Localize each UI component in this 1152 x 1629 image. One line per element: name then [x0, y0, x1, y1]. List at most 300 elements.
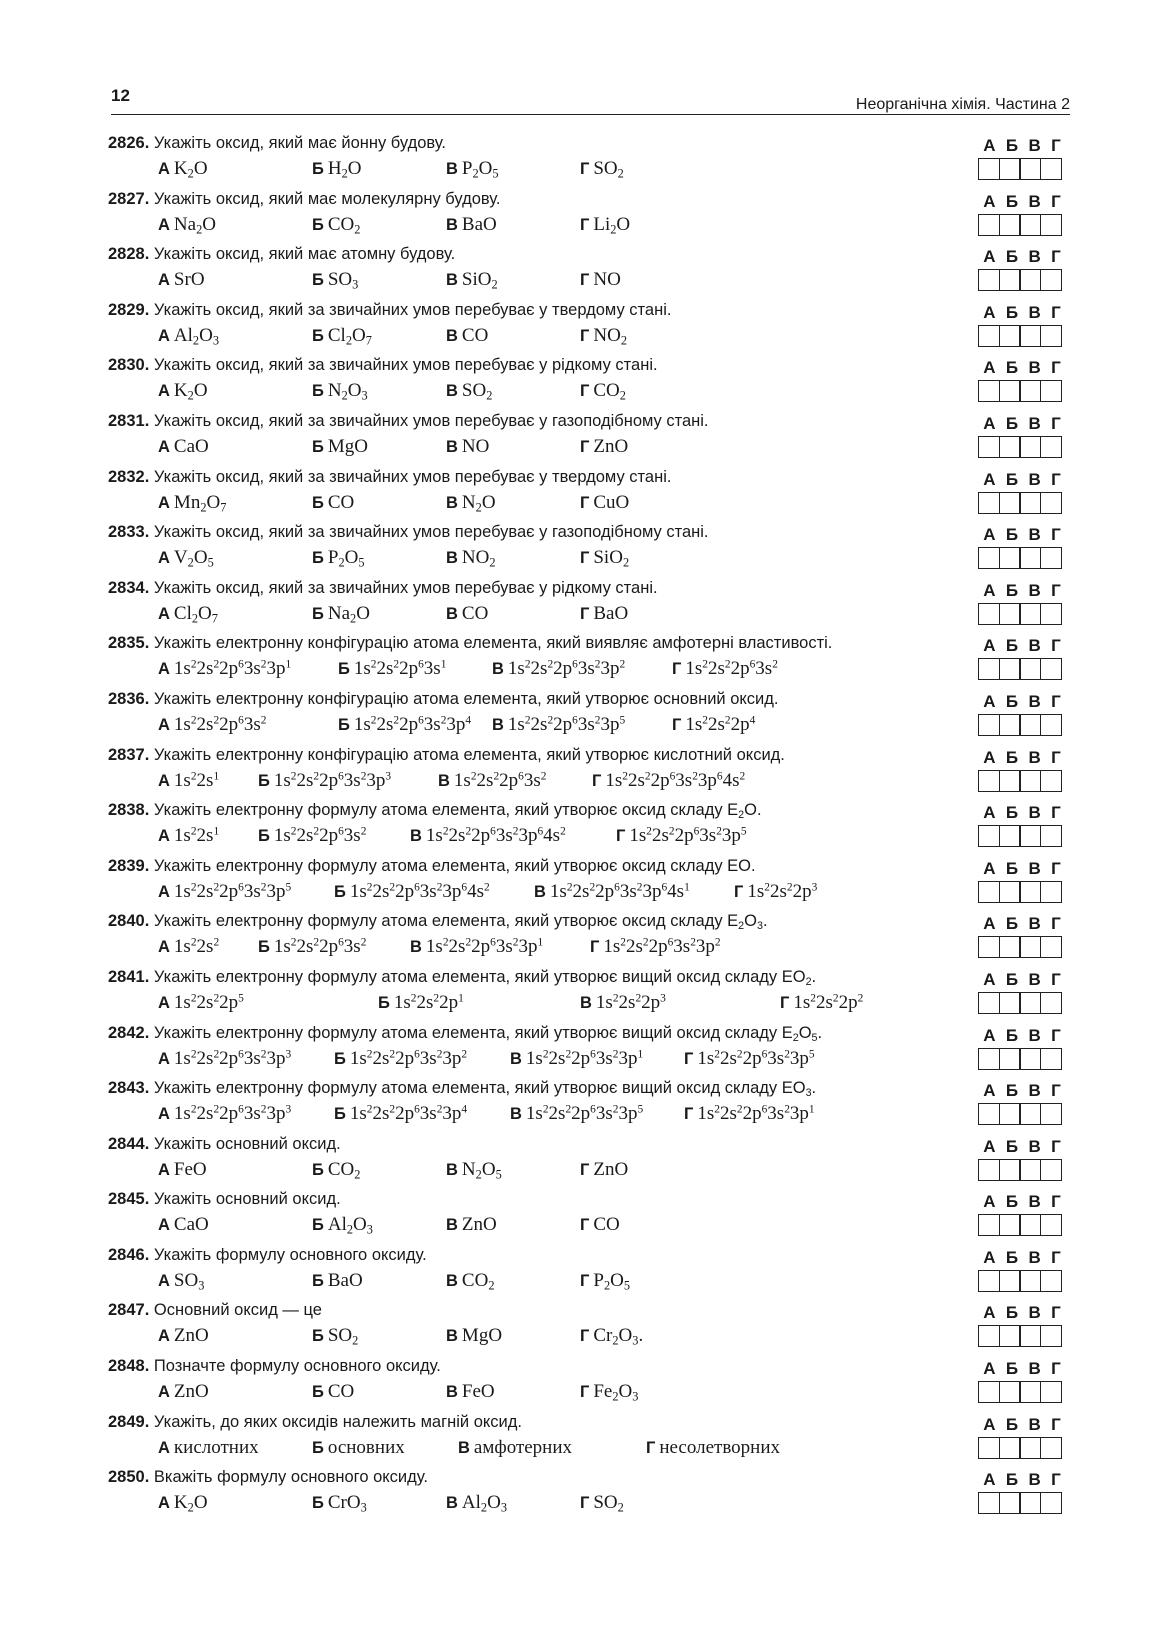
option-value: $Fe_2O_3$ — [593, 1381, 639, 1404]
option-value: $1s^22s^22p^63s^23p^5$ — [525, 1103, 644, 1125]
option-value: $1s^22s^1$ — [173, 769, 220, 791]
answer-options — [158, 1492, 928, 1518]
answer-checkbox[interactable] — [978, 1492, 1000, 1514]
answer-options — [158, 770, 928, 796]
answer-options — [158, 603, 928, 629]
answer-checkbox[interactable] — [1019, 603, 1041, 625]
option-a — [158, 603, 218, 625]
answer-checkbox[interactable] — [1019, 714, 1041, 736]
answer-letter: А — [983, 858, 996, 878]
answer-letter: А — [983, 247, 996, 267]
question-text: Основний оксид — це — [149, 1301, 322, 1320]
answer-options — [158, 825, 928, 851]
answer-letter: В — [1028, 858, 1041, 878]
option-letter: Б — [312, 1216, 324, 1235]
option-value: $H_2O$ — [327, 158, 362, 181]
answer-boxes — [978, 492, 1070, 514]
answer-checkbox[interactable] — [1019, 325, 1041, 347]
option-v — [446, 1214, 497, 1236]
answer-letter: В — [1028, 1303, 1041, 1323]
question-text: Укажіть оксид, який за звичайних умов перебуває у рідкому стані. — [149, 356, 658, 375]
answer-letter: А — [983, 636, 996, 656]
option-a — [158, 1048, 291, 1070]
answer-options — [158, 881, 928, 907]
answer-grid-letters — [978, 414, 1066, 434]
answer-letter: Б — [1005, 1192, 1019, 1212]
option-letter: Б — [312, 1271, 324, 1290]
answer-checkbox[interactable] — [1040, 1437, 1062, 1459]
answer-checkbox[interactable] — [1019, 1103, 1041, 1125]
answer-checkbox[interactable] — [999, 158, 1021, 180]
answer-checkbox[interactable] — [999, 380, 1021, 402]
answer-checkbox[interactable] — [999, 1159, 1021, 1181]
option-letter: Г — [646, 1438, 656, 1457]
answer-checkbox[interactable] — [999, 547, 1021, 569]
answer-letter: Б — [1005, 1081, 1019, 1101]
option-letter: Г — [590, 938, 600, 957]
answer-checkbox[interactable] — [978, 492, 1000, 514]
answer-checkbox[interactable] — [1040, 1325, 1062, 1347]
option-value: амфотерних — [473, 1436, 573, 1458]
option-value: основних — [327, 1436, 405, 1458]
answer-checkbox[interactable] — [978, 603, 1000, 625]
answer-letter: Б — [1005, 1247, 1019, 1267]
option-g — [580, 325, 627, 347]
option-value: $Cl_2O_7$ — [173, 602, 218, 626]
answer-checkbox[interactable] — [1019, 547, 1041, 569]
answer-grid — [978, 1026, 1070, 1070]
option-v — [446, 1270, 495, 1292]
answer-checkbox[interactable] — [1040, 658, 1062, 680]
answer-letter: А — [983, 413, 996, 433]
question-number: 2845. — [108, 1190, 150, 1209]
answer-checkbox[interactable] — [1040, 1270, 1062, 1292]
answer-checkbox[interactable] — [999, 603, 1021, 625]
answer-checkbox[interactable] — [978, 714, 1000, 736]
answer-checkbox[interactable] — [1019, 1325, 1041, 1347]
answer-checkbox[interactable] — [1019, 214, 1041, 236]
option-g — [672, 658, 778, 680]
answer-checkbox[interactable] — [999, 770, 1021, 792]
answer-checkbox[interactable] — [1019, 825, 1041, 847]
answer-checkbox[interactable] — [999, 1437, 1021, 1459]
answer-checkbox[interactable] — [999, 1270, 1021, 1292]
question-text: Позначте формулу основного оксиду. — [149, 1357, 441, 1376]
option-a — [158, 1270, 204, 1292]
answer-grid-letters — [978, 1470, 1066, 1490]
option-value: CaO — [173, 435, 209, 457]
option-a — [158, 380, 208, 402]
option-letter: Б — [312, 604, 324, 623]
answer-boxes — [978, 1437, 1070, 1459]
answer-letter: А — [983, 469, 996, 489]
option-v — [446, 603, 488, 625]
option-letter: А — [158, 1160, 170, 1179]
answer-checkbox[interactable] — [1019, 992, 1041, 1014]
answer-letter: Б — [1005, 580, 1019, 600]
answer-boxes — [978, 825, 1070, 847]
answer-checkbox[interactable] — [999, 658, 1021, 680]
option-letter: В — [446, 1327, 458, 1346]
option-a — [158, 1381, 209, 1403]
answer-checkbox[interactable] — [978, 936, 1000, 958]
answer-checkbox[interactable] — [999, 214, 1021, 236]
answer-grid-letters — [978, 358, 1066, 378]
option-v — [446, 269, 498, 291]
answer-checkbox[interactable] — [1040, 825, 1062, 847]
answer-checkbox[interactable] — [978, 1214, 1000, 1236]
answer-checkbox[interactable] — [1019, 1159, 1041, 1181]
option-g — [684, 1103, 815, 1125]
option-letter: А — [158, 604, 170, 623]
answer-options — [158, 214, 928, 240]
option-g — [580, 158, 624, 180]
answer-letter: А — [983, 914, 996, 934]
answer-grid-letters — [978, 1303, 1066, 1323]
answer-grid-letters — [978, 1137, 1066, 1157]
option-v — [534, 881, 690, 903]
option-letter: А — [158, 771, 170, 790]
option-b — [312, 325, 372, 347]
answer-options — [158, 714, 928, 740]
answer-boxes — [978, 380, 1070, 402]
answer-boxes — [978, 1381, 1070, 1403]
option-letter: В — [446, 382, 458, 401]
answer-checkbox[interactable] — [999, 1048, 1021, 1070]
question-text: Укажіть формулу основного оксиду. — [149, 1245, 427, 1264]
option-g — [580, 1492, 624, 1514]
answer-grid-letters — [978, 1081, 1066, 1101]
question-stem — [108, 356, 658, 375]
answer-letter: В — [1028, 580, 1041, 600]
question-item — [108, 468, 1070, 524]
option-b — [312, 492, 354, 514]
answer-checkbox[interactable] — [1040, 492, 1062, 514]
option-value: ZnO — [593, 1158, 629, 1180]
answer-grid — [978, 1081, 1070, 1125]
answer-checkbox[interactable] — [1019, 436, 1041, 458]
answer-letter: Г — [1051, 691, 1061, 711]
answer-checkbox[interactable] — [978, 881, 1000, 903]
option-letter: Г — [580, 437, 590, 456]
answer-letter: Г — [1051, 1247, 1061, 1267]
answer-letter: Б — [1005, 469, 1019, 489]
option-b — [334, 1048, 467, 1070]
answer-checkbox[interactable] — [1019, 269, 1041, 291]
answer-boxes — [978, 658, 1070, 680]
option-g — [580, 214, 630, 236]
answer-checkbox[interactable] — [999, 1492, 1021, 1514]
option-letter: А — [158, 993, 170, 1012]
question-stem — [108, 1468, 428, 1487]
question-stem — [108, 523, 709, 542]
option-value: $SO_2$ — [593, 1492, 624, 1515]
option-b — [312, 1214, 373, 1236]
answer-letter: Б — [1005, 747, 1019, 767]
answer-letter: А — [983, 969, 996, 989]
answer-checkbox[interactable] — [978, 269, 1000, 291]
question-number: 2839. — [108, 856, 150, 875]
answer-checkbox[interactable] — [978, 325, 1000, 347]
answer-checkbox[interactable] — [978, 770, 1000, 792]
answer-checkbox[interactable] — [1040, 936, 1062, 958]
option-letter: Б — [258, 938, 270, 957]
answer-letter: В — [1028, 413, 1041, 433]
answer-checkbox[interactable] — [1040, 325, 1062, 347]
option-letter: В — [410, 938, 422, 957]
option-b — [312, 214, 360, 236]
answer-grid — [978, 1248, 1070, 1292]
question-text: Укажіть оксид, який за звичайних умов перебуває у твердому стані. — [149, 467, 672, 486]
option-value: CuO — [593, 491, 630, 513]
answer-checkbox[interactable] — [999, 1325, 1021, 1347]
answer-letter: В — [1028, 1136, 1041, 1156]
answer-checkbox[interactable] — [999, 825, 1021, 847]
answer-checkbox[interactable] — [999, 269, 1021, 291]
answer-letter: Б — [1005, 969, 1019, 989]
answer-checkbox[interactable] — [978, 1270, 1000, 1292]
answer-checkbox[interactable] — [1019, 881, 1041, 903]
option-letter: Б — [334, 1049, 346, 1068]
option-letter: А — [158, 1216, 170, 1235]
answer-checkbox[interactable] — [999, 992, 1021, 1014]
answer-checkbox[interactable] — [1040, 214, 1062, 236]
option-value: $1s^22s^22p^63s^23p^3$ — [173, 1047, 292, 1069]
answer-options — [158, 158, 928, 184]
answer-letter: А — [983, 302, 996, 322]
answer-checkbox[interactable] — [1019, 658, 1041, 680]
answer-checkbox[interactable] — [1040, 269, 1062, 291]
answer-checkbox[interactable] — [978, 214, 1000, 236]
answer-letter: Г — [1051, 1025, 1061, 1045]
answer-checkbox[interactable] — [978, 380, 1000, 402]
answer-checkbox[interactable] — [978, 1325, 1000, 1347]
option-value: $SO_2$ — [593, 158, 624, 181]
answer-checkbox[interactable] — [1040, 1381, 1062, 1403]
question-text: Укажіть оксид, який за звичайних умов перебуває у рідкому стані. — [149, 578, 658, 597]
option-value: $SO_2$ — [327, 1325, 359, 1349]
answer-boxes — [978, 1325, 1070, 1347]
option-letter: В — [510, 1049, 522, 1068]
answer-checkbox[interactable] — [1019, 1381, 1041, 1403]
option-letter: В — [492, 715, 504, 734]
option-value: $1s^22s^22p^63s^23p^4$ — [349, 1103, 468, 1125]
option-letter: А — [158, 493, 170, 512]
answer-checkbox[interactable] — [1040, 1214, 1062, 1236]
answer-checkbox[interactable] — [978, 1437, 1000, 1459]
answer-checkbox[interactable] — [1019, 1270, 1041, 1292]
option-g — [580, 1325, 643, 1347]
answer-checkbox[interactable] — [1040, 603, 1062, 625]
answer-checkbox[interactable] — [999, 325, 1021, 347]
option-v — [510, 1103, 643, 1125]
question-text: Укажіть основний оксид. — [149, 1190, 341, 1209]
option-a — [158, 1492, 208, 1514]
question-text: Укажіть оксид, який за звичайних умов перебуває у газоподібному стані. — [149, 411, 709, 430]
answer-checkbox[interactable] — [1040, 714, 1062, 736]
question-text: Укажіть електронну конфігурацію атома елемента, який виявляє амфотерні властивості. — [149, 634, 833, 653]
answer-letter: В — [1028, 247, 1041, 267]
answer-checkbox[interactable] — [978, 825, 1000, 847]
question-text: Укажіть електронну формулу атома елемента, який утворює оксид складу ЕО. — [149, 856, 756, 875]
option-value: BaO — [593, 602, 629, 624]
question-item — [108, 190, 1070, 246]
answer-checkbox[interactable] — [978, 1048, 1000, 1070]
answer-checkbox[interactable] — [1040, 770, 1062, 792]
answer-boxes — [978, 1214, 1070, 1236]
option-g — [580, 1270, 630, 1292]
answer-letter: Б — [1005, 858, 1019, 878]
option-a — [158, 325, 219, 347]
answer-letter: А — [983, 525, 996, 545]
answer-checkbox[interactable] — [1040, 380, 1062, 402]
option-letter: Г — [580, 549, 590, 568]
answer-checkbox[interactable] — [978, 1159, 1000, 1181]
question-text: Укажіть електронну формулу атома елемента, який утворює вищий оксид складу $ЕО_2$. — [149, 967, 817, 989]
answer-checkbox[interactable] — [1040, 881, 1062, 903]
option-a — [158, 547, 214, 569]
answer-boxes — [978, 936, 1070, 958]
option-letter: А — [158, 715, 170, 734]
question-number: 2827. — [108, 189, 150, 208]
answer-checkbox[interactable] — [978, 1381, 1000, 1403]
option-value: $P_2O_5$ — [327, 547, 365, 570]
option-value: $1s^22s^22p^63s^23p^64s^2$ — [605, 769, 746, 791]
option-value: BaO — [461, 213, 497, 235]
answer-letter: В — [1028, 302, 1041, 322]
option-letter: Б — [312, 382, 324, 401]
answer-checkbox[interactable] — [999, 1381, 1021, 1403]
option-letter: В — [410, 827, 422, 846]
answer-checkbox[interactable] — [1019, 492, 1041, 514]
answer-checkbox[interactable] — [978, 547, 1000, 569]
answer-letter: Г — [1051, 803, 1061, 823]
answer-checkbox[interactable] — [1019, 1437, 1041, 1459]
question-number: 2844. — [108, 1134, 150, 1153]
answer-checkbox[interactable] — [978, 436, 1000, 458]
question-item — [108, 1357, 1070, 1413]
answer-grid-letters — [978, 970, 1066, 990]
option-value: $N_2O_5$ — [461, 1158, 502, 1182]
option-v — [446, 1159, 502, 1181]
question-number: 2828. — [108, 245, 150, 264]
answer-boxes — [978, 436, 1070, 458]
question-item — [108, 690, 1070, 746]
question-item — [108, 1301, 1070, 1357]
answer-checkbox[interactable] — [1019, 1048, 1041, 1070]
option-letter: Б — [312, 493, 324, 512]
answer-checkbox[interactable] — [1019, 1214, 1041, 1236]
question-number: 2834. — [108, 578, 150, 597]
option-value: $1s^22s^22p^63s^23p^1$ — [173, 658, 292, 680]
answer-letter: Б — [1005, 525, 1019, 545]
option-b — [312, 1492, 367, 1514]
answer-checkbox[interactable] — [1040, 436, 1062, 458]
question-stem — [108, 1024, 822, 1043]
question-text: Вкажіть формулу основного оксиду. — [149, 1468, 428, 1487]
answer-checkbox[interactable] — [1019, 380, 1041, 402]
answer-checkbox[interactable] — [978, 158, 1000, 180]
answer-letter: А — [983, 803, 996, 823]
option-value: $1s^22s^22p^63s^23p^64s^2$ — [349, 880, 490, 902]
answer-checkbox[interactable] — [978, 992, 1000, 1014]
question-item — [108, 1079, 1070, 1135]
answer-checkbox[interactable] — [1019, 158, 1041, 180]
answer-letter: А — [983, 1247, 996, 1267]
answer-letter: В — [1028, 358, 1041, 378]
answer-checkbox[interactable] — [999, 492, 1021, 514]
answer-checkbox[interactable] — [999, 436, 1021, 458]
option-value: BaO — [327, 1269, 363, 1291]
answer-letter: В — [1028, 469, 1041, 489]
answer-checkbox[interactable] — [999, 714, 1021, 736]
answer-checkbox[interactable] — [1040, 1048, 1062, 1070]
answer-checkbox[interactable] — [999, 1214, 1021, 1236]
answer-checkbox[interactable] — [999, 1103, 1021, 1125]
answer-checkbox[interactable] — [1019, 1492, 1041, 1514]
answer-checkbox[interactable] — [978, 1103, 1000, 1125]
option-value: CO — [593, 1214, 620, 1236]
answer-checkbox[interactable] — [1019, 770, 1041, 792]
option-letter: Г — [672, 660, 682, 679]
answer-checkbox[interactable] — [999, 936, 1021, 958]
question-item — [108, 1024, 1070, 1080]
answer-letter: В — [1028, 914, 1041, 934]
answer-checkbox[interactable] — [1040, 992, 1062, 1014]
answer-options — [158, 992, 928, 1018]
answer-options — [158, 936, 928, 962]
question-list — [108, 134, 1070, 1524]
answer-letter: В — [1028, 747, 1041, 767]
option-value: $1s^22s^22p^63s^23p^1$ — [525, 1047, 644, 1069]
answer-letter: Г — [1051, 969, 1061, 989]
option-letter: В — [580, 993, 592, 1012]
option-letter: В — [446, 1494, 458, 1513]
question-item — [108, 801, 1070, 857]
option-letter: В — [492, 660, 504, 679]
option-letter: В — [446, 326, 458, 345]
option-letter: Г — [580, 604, 590, 623]
answer-options — [158, 325, 928, 351]
option-value: $1s^22s^22p^63s^23p^2$ — [349, 1047, 468, 1069]
answer-grid-letters — [978, 748, 1066, 768]
question-text: Укажіть оксид, який має йонну будову. — [149, 134, 446, 152]
option-value: $1s^22s^1$ — [173, 825, 220, 847]
answer-grid-letters — [978, 581, 1066, 601]
answer-checkbox[interactable] — [1019, 936, 1041, 958]
question-text: Укажіть електронну конфігурацію атома елемента, який утворює кислотний оксид. — [149, 745, 785, 764]
option-letter: А — [158, 1383, 170, 1402]
answer-boxes — [978, 1159, 1070, 1181]
option-value: $N_2O$ — [461, 491, 496, 515]
question-number: 2826. — [108, 134, 150, 152]
option-b — [312, 380, 368, 402]
option-value: $1s^22s^22p^2$ — [793, 991, 864, 1013]
answer-checkbox[interactable] — [1040, 1492, 1062, 1514]
option-a — [158, 1437, 259, 1459]
answer-checkbox[interactable] — [1040, 158, 1062, 180]
answer-checkbox[interactable] — [1040, 1159, 1062, 1181]
option-value: CrO$_3$ — [327, 1492, 367, 1515]
answer-checkbox[interactable] — [1040, 1103, 1062, 1125]
option-value: FeO — [461, 1381, 495, 1403]
option-b — [338, 714, 471, 736]
answer-checkbox[interactable] — [999, 881, 1021, 903]
answer-checkbox[interactable] — [1040, 547, 1062, 569]
answer-boxes — [978, 770, 1070, 792]
option-value: $1s^22s^22p^63s^23p^64s^1$ — [549, 880, 690, 902]
answer-checkbox[interactable] — [978, 658, 1000, 680]
